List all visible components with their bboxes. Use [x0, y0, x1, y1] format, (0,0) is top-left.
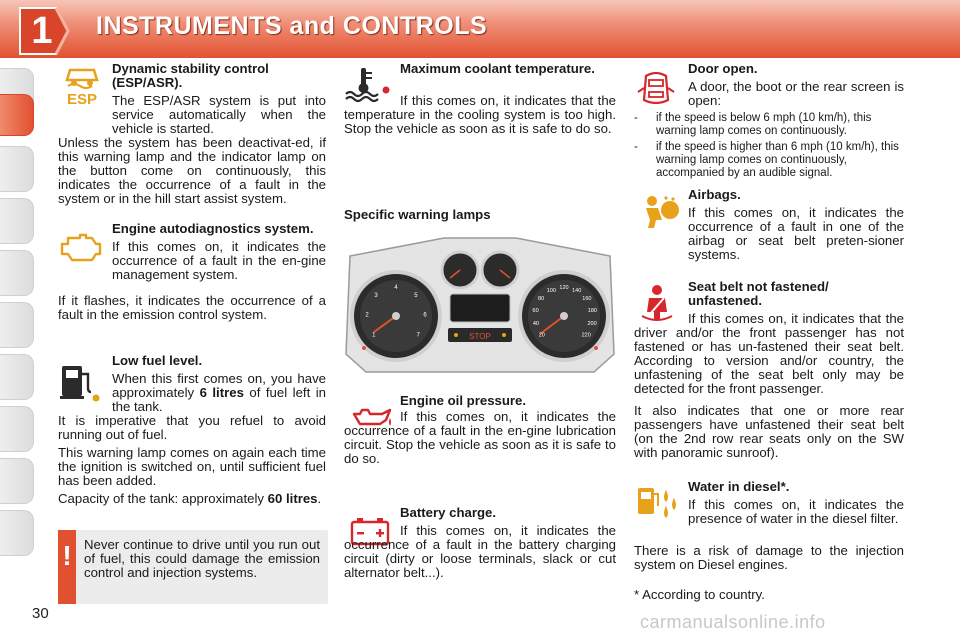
engine-diag-description: If it flashes, it indicates the occurrence of a fault in the emission control system. [58, 293, 326, 322]
seatbelt-title: Seat belt not fastened/ unfastened. [688, 279, 829, 308]
esp-title: Dynamic stability control (ESP/ASR). [112, 61, 269, 90]
low-fuel-text: When this first comes on, you have approximately 6 litres of fuel left in the tank. [112, 371, 326, 414]
oil-title: Engine oil pressure. [400, 393, 527, 408]
dial-scale-label: 180 [587, 308, 597, 314]
coolant-text: If this comes on, it indicates that the temperature in the cooling system is too high. Stop the vehicle as soon as it is safe to do so. [344, 93, 616, 136]
door-open-icon [636, 68, 676, 108]
page-header [0, 0, 960, 58]
esp-description: Unless the system has been deactivat-ed, if this warning lamp and the indicator lamp on the button come on continuously, this indicates the occurrence of a fault in the system or in the hill start assist system. [58, 135, 326, 206]
low-fuel-description [58, 414, 326, 507]
fuel-pump-icon [58, 360, 102, 404]
esp-warning-icon [62, 66, 102, 108]
dial-scale-label: 80 [538, 296, 545, 303]
dial-scale-label: 3 [374, 292, 378, 299]
dial-scale-label: 2 [365, 312, 369, 319]
instrument-cluster-illustration [344, 236, 616, 374]
water-diesel-block [688, 480, 904, 527]
stop-lamp-label: STOP [469, 332, 491, 341]
door-text: A door, the boot or the rear screen is open: [688, 79, 904, 108]
water-diesel-text: If this comes on, it indicates the presence of water in the diesel filter. [688, 497, 904, 526]
chapter-tabs [0, 62, 48, 582]
water-in-diesel-icon [636, 484, 680, 520]
coolant-title: Maximum coolant temperature. [400, 61, 595, 76]
airbag-icon [640, 194, 680, 230]
battery-text: If this comes on, it indicates the occurrence of a fault in the battery charging circuit (dirty or loose terminals, slack or cut alternator belt...). [344, 523, 616, 580]
door-title: Door open. [688, 61, 758, 76]
dial-scale-label: 7 [416, 332, 420, 339]
door-bullet-item: - if the speed is higher than 6 mph (10 km/h), this warning lamp comes on continuously, accompanied by an audible signal. [634, 141, 899, 179]
seatbelt-block [688, 280, 904, 309]
dial-scale-label: 6 [423, 312, 427, 319]
dial-scale-label: 220 [581, 332, 591, 339]
dial-scale-label: 100 [546, 287, 556, 294]
engine-diag-text: If this comes on, it indicates the occurrence of a fault in the en-gine management system. [112, 239, 326, 282]
seatbelt-text: If this comes on, it indicates that the driver and/or the front passenger has not fastened or has un-fastened their seat belt. According to version and/or country, the unfastening of the seat belt only may be detected for the front passenger. [634, 311, 904, 396]
engine-diag-block [112, 222, 326, 283]
oil-text: If this comes on, it indicates the occurrence of a fault in the en-gine lubrication circuit. Stop the vehicle as soon as it is safe to do so. [344, 409, 616, 466]
chapter-tab-active[interactable] [0, 94, 34, 136]
section-heading: Specific warning lamps [344, 207, 491, 222]
door-bullet-item: - if the speed is below 6 mph (10 km/h), this warning lamp comes on continuously. [634, 112, 872, 137]
footnote: * According to country. [634, 587, 765, 602]
page-number: 30 [32, 605, 49, 622]
chapter-number: 1 [31, 10, 53, 52]
chapter-tab[interactable] [0, 198, 34, 244]
airbags-title: Airbags. [688, 187, 741, 202]
engine-diag-title: Engine autodiagnostics system. [112, 221, 314, 236]
chapter-tab[interactable] [0, 458, 34, 504]
dial-scale-label: 20 [538, 332, 545, 339]
battery-block [400, 506, 616, 521]
dial-scale-label: 200 [587, 321, 597, 327]
airbags-block [688, 188, 904, 263]
warning-icon: ! [62, 540, 72, 571]
low-fuel-block [112, 354, 326, 415]
dial-scale-label: 160 [582, 296, 592, 303]
battery-title: Battery charge. [400, 505, 497, 520]
low-fuel-text2: It is imperative that you refuel to avoid running out of fuel. [58, 413, 326, 442]
low-fuel-title: Low fuel level. [112, 353, 203, 368]
watermark: carmanualsonline.info [640, 612, 826, 632]
chapter-tab[interactable] [0, 250, 34, 296]
door-block [688, 62, 904, 109]
water-diesel-title: Water in diesel*. [688, 479, 790, 494]
engine-diagnostics-icon [58, 230, 104, 264]
dial-scale-label: 120 [559, 285, 569, 291]
page-title: INSTRUMENTS and CONTROLS [96, 12, 488, 40]
dial-scale-label: 1 [372, 332, 376, 339]
airbags-text: If this comes on, it indicates the occurrence of a fault in one of the airbag or seat belt preten-sioner systems. [688, 205, 904, 262]
low-fuel-capacity: Capacity of the tank: approximately 60 litres. [58, 491, 322, 506]
warning-text: Never continue to drive until you run out of fuel, this could damage the emission control and injection systems. [84, 537, 320, 580]
water-diesel-warning: There is a risk of damage to the injection system on Diesel engines. [634, 543, 904, 572]
door-bullet-list [634, 112, 904, 180]
esp-text: The ESP/ASR system is put into service automatically when the vehicle is started. [112, 93, 326, 136]
chapter-tab[interactable] [0, 146, 34, 192]
dial-scale-label: 140 [572, 287, 582, 294]
dial-scale-label: 40 [532, 321, 539, 327]
seatbelt-text2: It also indicates that one or more rear passengers have unfastened their seat belt (on the 2nd row rear seats only on the SW with panoramic sunroof). [634, 403, 904, 460]
oil-block [400, 394, 616, 409]
dial-scale-label: 4 [394, 285, 398, 291]
esp-block [112, 62, 326, 137]
coolant-block [400, 62, 616, 77]
low-fuel-text3: This warning lamp comes on again each time the ignition is switched on, until sufficient fuel has been added. [58, 445, 326, 488]
chapter-tab[interactable] [0, 510, 34, 556]
dial-scale-label: 5 [414, 292, 418, 299]
chapter-tab[interactable] [0, 302, 34, 348]
dial-scale-label: 60 [532, 308, 539, 314]
chapter-tab[interactable] [0, 354, 34, 400]
chapter-tab[interactable] [0, 406, 34, 452]
esp-icon-label: ESP [66, 91, 98, 108]
